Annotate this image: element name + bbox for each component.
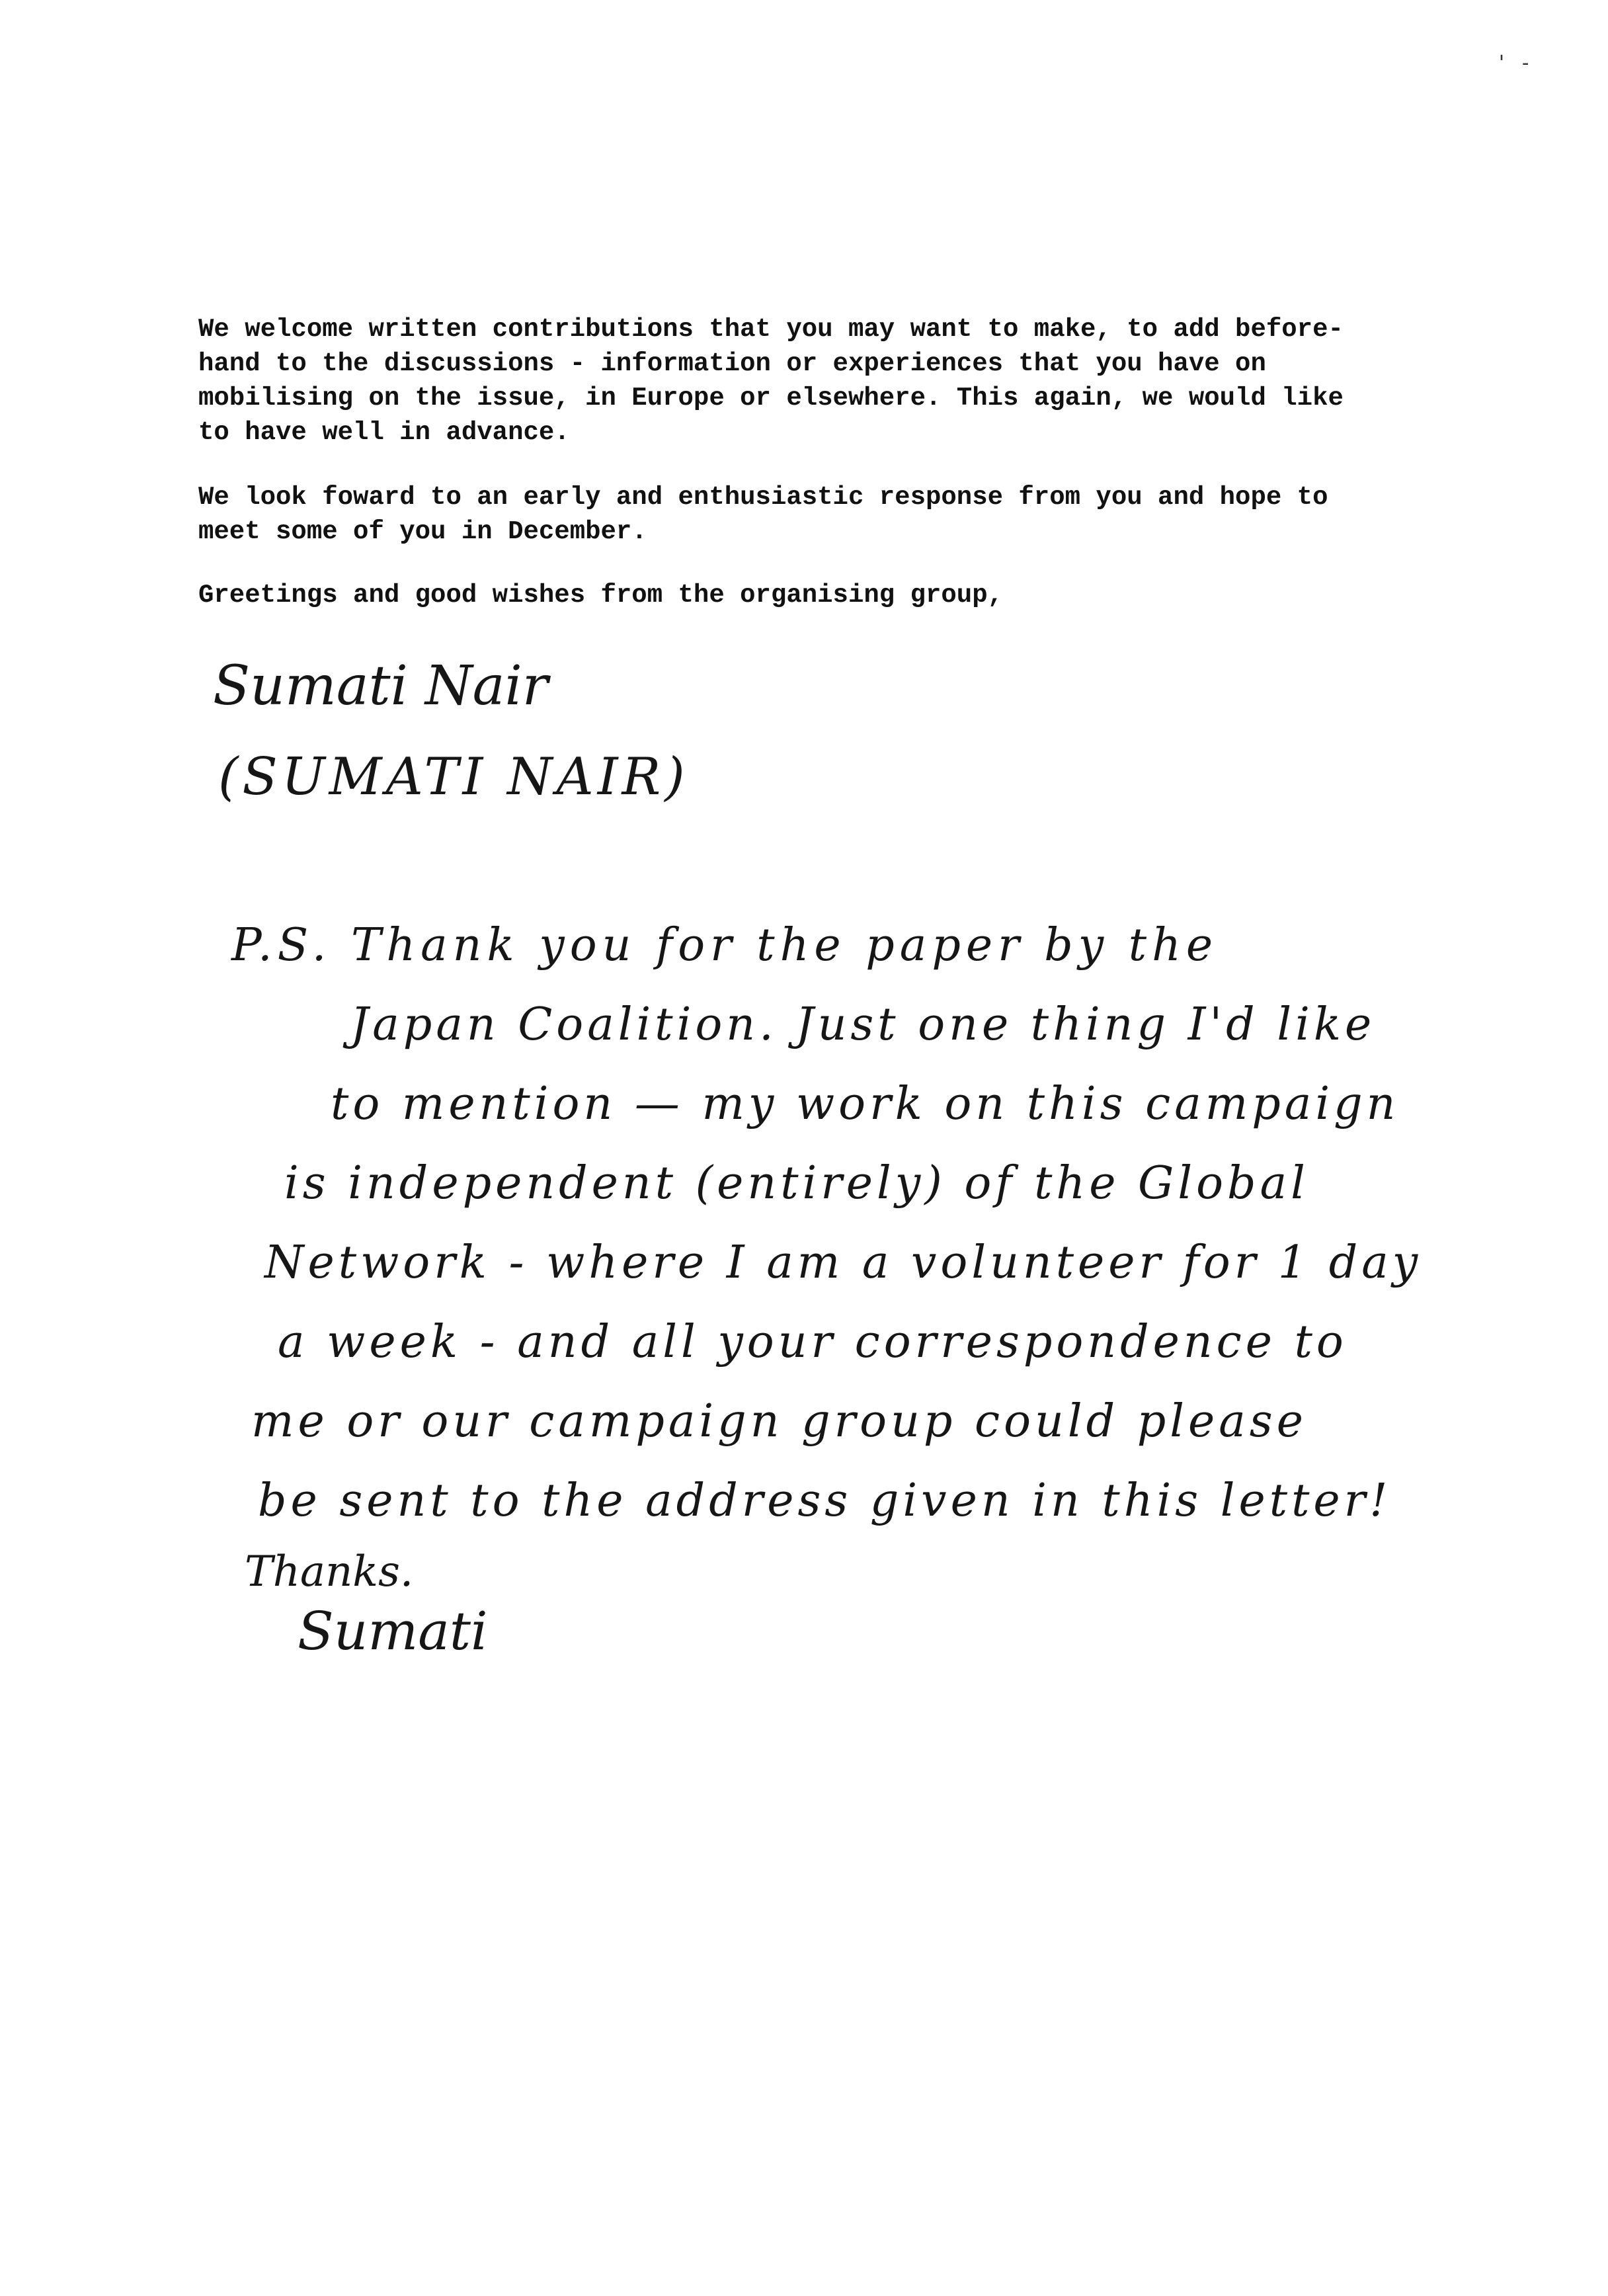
postscript-line: Network - where I am a volunteer for 1 day bbox=[264, 1237, 1422, 1289]
postscript-line: to mention — my work on this campaign bbox=[331, 1078, 1400, 1130]
postscript-line: a week - and all your correspondence to bbox=[278, 1316, 1347, 1368]
postscript-line: P.S. Thank you for the paper by the bbox=[231, 919, 1219, 971]
postscript-line: be sent to the address given in this letter! bbox=[258, 1475, 1392, 1527]
postscript-line: is independent (entirely) of the Global bbox=[284, 1157, 1309, 1210]
postscript-closing: Thanks. bbox=[245, 1547, 414, 1596]
corner-mark: ' - bbox=[1496, 52, 1532, 75]
postscript-line: me or our campaign group could please bbox=[251, 1395, 1307, 1448]
postscript-line: Japan Coalition. Just one thing I'd like bbox=[350, 999, 1376, 1051]
paragraph-greetings: Greetings and good wishes from the organising group, bbox=[198, 581, 1003, 610]
signature-printed-name: (SUMATI NAIR) bbox=[218, 747, 689, 807]
postscript-initial: Sumati bbox=[298, 1600, 488, 1662]
paragraph-contributions: We welcome written contributions that you may want to make, to add before- hand to the discussions - information or experiences that you have on mobilising on the issue, in Europe or elsewhere. This again, we would like to have well in advance. bbox=[198, 315, 1344, 447]
paragraph-response: We look foward to an early and enthusiastic response from you and hope to meet some of you in December. bbox=[198, 483, 1328, 546]
signature-name: Sumati Nair bbox=[213, 655, 548, 718]
